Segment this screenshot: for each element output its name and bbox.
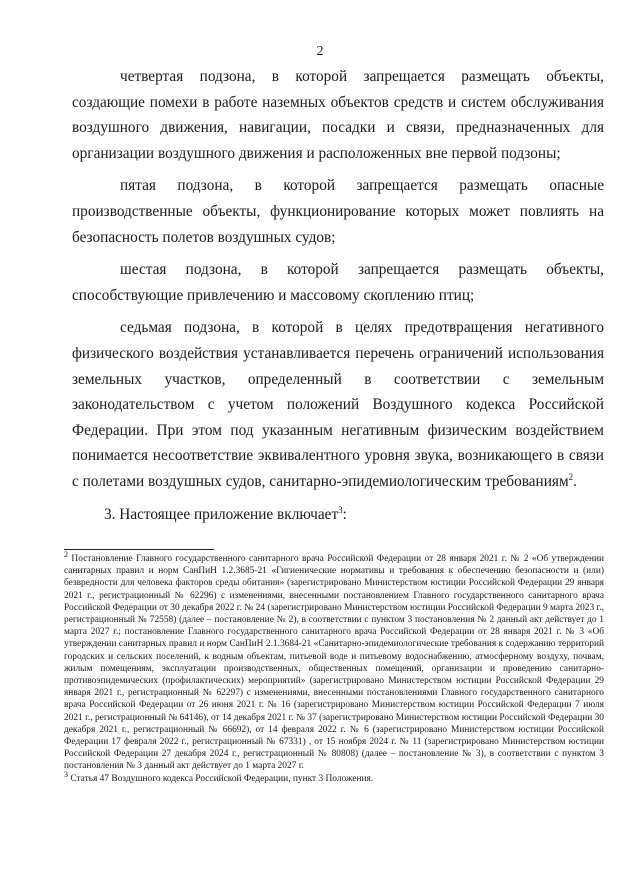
footnote-separator	[64, 549, 214, 550]
paragraph-seventh-subzone	[72, 315, 604, 494]
paragraph-sixth-subzone: шестая подзона, в которой запрещается размещать объекты, способствующие привлечению и массовому скоплению птиц;	[72, 261, 604, 304]
footnotes	[64, 549, 604, 785]
footnote-3	[64, 769, 604, 785]
document-body	[72, 64, 604, 534]
paragraph-seventh-tail: .	[573, 472, 577, 490]
footnote-2-number: 2	[64, 549, 68, 559]
footnote-3-text: Статья 47 Воздушного кодекса Российской Федерации, пункт 3 Положения.	[70, 773, 374, 784]
footnote-3-number: 3	[64, 769, 68, 779]
footnote-ref-3[interactable]: 3	[338, 504, 343, 515]
paragraph-fifth-subzone: пятая подзона, в которой запрещается размещать опасные производственные объекты, функционирование которых может повлиять на безопасность полетов воздушных судов;	[72, 177, 604, 246]
paragraph-fourth-subzone: четвертая подзона, в которой запрещается размещать объекты, создающие помехи в работе наземных объектов средств и систем обслуживания воздушного движения, навигации, посадки и связи, предназначенных для организации воздушного движения и расположенных вне первой подзоны;	[72, 68, 604, 162]
footnote-ref-2[interactable]: 2	[568, 471, 574, 482]
footnote-2-text: Постановление Главного государственного санитарного врача Российской Федерации от 28 января 2021 г. № 2 «Об утверждении санитарных правил и норм СанПиН 1.2.3685-21 «Гигиенические нормативы и требования к обеспечению безопасности и (или) безвредности для человека факторов среды обитания» (зарегистрировано Министерством юстиции Российской Федерации 29 января 2021 г., регистрационный № 62296) с изменениями, внесенными постановлением Главного государственного санитарного врача Российской Федерации от 30 декабря 2022 г. № 24 (зарегистрировано Министерством юстиции Российской Федерации 9 марта 2023 г., регистрационный № 72558) (далее – постановление № 2), в соответствии с пунктом 3 постановления № 2 данный акт действует до 1 марта 2027 г.; постановление Главного государственного санитарного врача Российской Федерации от 28 января 2021 г. № 3 «Об утверждении санитарных правил и норм СанПиН 2.1.3684-21 «Санитарно-эпидемиологические требования к содержанию территорий городских и сельских поселений, к водным объектам, питьевой воде и питьевому водоснабжению, атмосферному воздуху, почвам, жилым помещениям, эксплуатации производственных, общественных помещений, организации и проведению санитарно-противоэпидемических (профилактических) мероприятий» (зарегистрировано Министерством юстиции Российской Федерации 29 января 2021 г., регистрационный № 62297) с изменениями, внесенными постановлениями Главного государственного санитарного врача Российской Федерации от 26 июня 2021 г. № 16 (зарегистрировано Министерством юстиции Российской Федерации 7 июля 2021 г., регистрационный № 64146), от 14 декабря 2021 г. № 37 (зарегистрировано Министерством юстиции Российской Федерации 30 декабря 2021 г., регистрационный № 66692), от 14 февраля 2022 г. № 6 (зарегистрировано Министерством юстиции Российской Федерации 17 февраля 2022 г., регистрационный № 67331) , от 15 ноября 2024 г. № 11 (зарегистрировано Министерством юстиции Российской Федерации 27 декабря 2024 г., регистрационный № 80808) (далее – постановление № 3), в соответствии с пунктом 3 постановления № 3 данный акт действует до 1 марта 2027 г.	[64, 554, 604, 772]
footnote-2	[64, 549, 604, 773]
paragraph-item-3	[72, 502, 604, 528]
page-number: 2	[316, 44, 324, 59]
paragraph-seventh-text: седьмая подзона, в которой в целях предотвращения негативного физического воздействия устанавливается перечень ограничений использования земельных участков, определенный в соответствии с земельным законодательством с учетом положений Воздушного кодекса Российской Федерации. При этом под указанным негативным физическим воздействием понимается несоответствие эквивалентного уровня звука, возникающего в связи с полетами воздушных судов, санитарно-эпидемиологическим требованиям	[72, 319, 604, 490]
paragraph-item-3-text: 3. Настоящее приложение включает	[104, 505, 339, 523]
paragraph-item-3-tail: :	[342, 505, 347, 523]
